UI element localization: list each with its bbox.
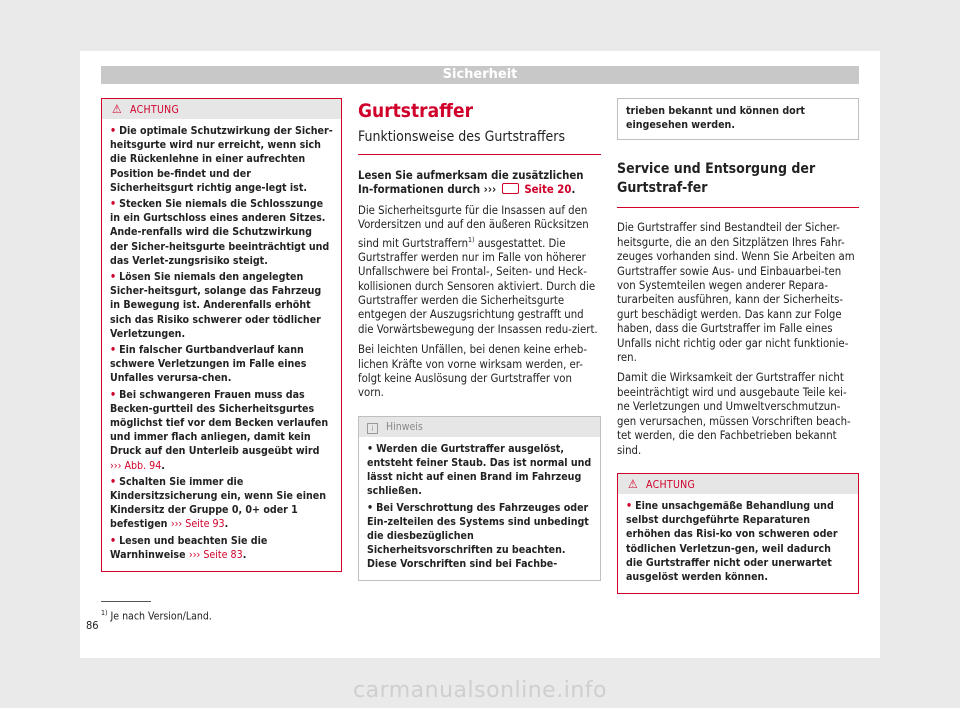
footnote bbox=[101, 609, 212, 623]
body-paragraph: Damit die Wirksamkeit der Gurtstraffer nicht beeinträchtigt wird und ausgebaute Teile kei-ne Verletzungen und Umweltverschmutzun-gen verursachen, müssen Vorschriften beach-tet werden, die den Fachbetrieben bekannt sind. bbox=[617, 371, 851, 457]
left-column bbox=[101, 98, 342, 572]
note-list bbox=[359, 437, 600, 580]
page-number: 86 bbox=[86, 619, 99, 632]
middle-column bbox=[358, 98, 601, 581]
list-item: • Lösen Sie niemals den angelegten Sicher-heitsgurt, solange das Fahrzeug in Bewegung ist. Anderenfalls erhöht sich das Risiko schwerer oder tödlicher Verletzungen. bbox=[110, 271, 322, 340]
warning-triangle-icon: ⚠ bbox=[112, 102, 122, 116]
figure-link[interactable]: ››› Abb. 94 bbox=[110, 459, 162, 472]
bullet-icon: • bbox=[110, 125, 117, 137]
info-icon: i bbox=[367, 423, 378, 434]
note-box-continued bbox=[617, 98, 859, 140]
page-title: Gurtstraffer bbox=[358, 100, 474, 122]
note-heading: Hinweis bbox=[386, 420, 423, 433]
bullet-icon: • bbox=[110, 388, 117, 401]
warning-header bbox=[102, 99, 341, 119]
note-box bbox=[358, 416, 601, 581]
warning-box bbox=[101, 98, 342, 572]
intro-paragraph: Lesen Sie aufmerksam die zusätzlichen In-formationen durch ››› Seite 20. bbox=[358, 169, 584, 197]
body-paragraph: Bei leichten Unfällen, bei denen keine erheb-lichen Kräfte von vorne wirksam werden, er-folgt keine Auslösung der Gurtstraffer von vorn. bbox=[358, 343, 587, 400]
list-item: • Eine unsachgemäße Behandlung und selbst durchgeführte Reparaturen erhöhen das Risi-ko von schweren oder tödlichen Verletzun-gen, weil dadurch die Gurtstraffer nicht oder unerwartet ausgelöst werden können. bbox=[626, 499, 838, 583]
warning-header bbox=[618, 474, 858, 494]
footnote-marker[interactable]: 1) bbox=[468, 235, 475, 244]
warning-heading: ACHTUNG bbox=[130, 104, 180, 116]
body-paragraph: Die Gurtstraffer sind Bestandteil der Sicher-heitsgurte, die an den Sitzplätzen Ihres Fahr-zeuges vorhanden sind. Wenn Sie Arbeiten am Gurtstraffer sowie Aus- und Einbauarbei-ten von Systemteilen wegen anderer Repara-turarbeiten ausführen, kann der Sicherheits-gurt beschädigt werden. Das kann zur Folge haben, dass die Gurtstraffer im Falle eines Unfalls nicht richtig oder gar nicht funktionie-ren. bbox=[617, 221, 855, 365]
list-item: • Die optimale Schutzwirkung der Sicher-heitsgurte wird nur erreicht, wenn sich die Rückenlehne in einer aufrechten Position be-findet und der Sicherheitsgurt richtig ange-legt ist. bbox=[110, 125, 333, 194]
bullet-icon: • bbox=[110, 344, 117, 357]
page-link[interactable]: Seite 20 bbox=[524, 183, 572, 197]
list-item: • Schalten Sie immer die Kindersitzsicherung ein, wenn Sie einen Kindersitz der Gruppe 0, 0+ oder 1 befestigen ››› Seite 93. bbox=[110, 475, 327, 531]
footnote-mark: 1) bbox=[101, 609, 108, 617]
bullet-icon: • bbox=[110, 475, 117, 488]
right-column bbox=[617, 98, 859, 594]
note-header bbox=[359, 417, 600, 437]
footnote-divider bbox=[101, 601, 151, 602]
bullet-icon: • bbox=[110, 271, 117, 284]
list-item: • Lesen und beachten Sie die Warnhinweise ››› Seite 83. bbox=[110, 534, 268, 561]
bullet-icon: • bbox=[626, 499, 633, 512]
section-subtitle: Funktionsweise des Gurtstraffers bbox=[358, 127, 601, 155]
list-item: • Bei schwangeren Frauen muss das Becken-gurtteil des Sicherheitsgurtes möglichst tief vor dem Becken verlaufen und immer flach anliegen, damit kein Druck auf den Unterleib ausgeübt wird ››› Abb. 94. bbox=[110, 388, 329, 472]
list-item: • Werden die Gurtstraffer ausgelöst, entsteht feiner Staub. Das ist normal und lässt nicht auf einen Brand im Fahrzeug schließen. bbox=[367, 442, 592, 498]
watermark: carmanualsonline.info bbox=[353, 678, 607, 703]
warning-triangle-icon: ⚠ bbox=[628, 476, 638, 491]
list-item: • Stecken Sie niemals die Schlosszunge in ein Gurtschloss eines anderen Sitzes. Ande-renfalls wird die Schutzwirkung der Sicher-heitsgurte beeinträchtigt und das Verlet-zungsrisiko steigt. bbox=[110, 198, 330, 267]
warning-list bbox=[102, 119, 341, 571]
warning-heading: ACHTUNG bbox=[646, 478, 696, 491]
bullet-icon: • bbox=[367, 442, 374, 455]
section-header: Sicherheit bbox=[101, 66, 859, 84]
page-link[interactable]: ››› Seite 83 bbox=[188, 548, 243, 561]
bullet-icon: • bbox=[110, 534, 117, 547]
list-item: • Bei Verschrottung des Fahrzeuges oder Ein-zelteilen des Systems sind unbedingt die diesbezüglichen Sicherheitsvorschriften zu beachten. Diese Vorschriften sind bei Fachbe- bbox=[367, 501, 589, 571]
bullet-icon: • bbox=[110, 198, 117, 211]
page-link[interactable]: ››› Seite 93 bbox=[170, 518, 225, 531]
note-continuation: trieben bekannt und können dort eingesehen werden. bbox=[626, 105, 805, 132]
warning-box bbox=[617, 473, 859, 594]
bullet-icon: • bbox=[367, 501, 374, 514]
footnote-text: Je nach Version/Land. bbox=[110, 610, 212, 623]
warning-list bbox=[618, 494, 858, 593]
section-heading: Service und Entsorgung der Gurtstraf-fer bbox=[617, 160, 859, 208]
book-icon bbox=[502, 183, 519, 194]
body-paragraph: Die Sicherheitsgurte für die Insassen auf den Vordersitzen und auf den äußeren Rücksitzen sind mit Gurtstraffern$^{1)}$ ausgestattet. Die Gurtstraffer werden nur im Falle von höherer Unfallschwere bei Frontal-, Seiten- und Heck-kollisionen durch Sensoren aktiviert. Durch die Gurtstraffer werden die Sicherheitsgurte entgegen der Auszugsrichtung gestrafft und die Vorwärtsbewegung der Insassen redu-ziert. bbox=[358, 203, 598, 336]
list-item: • Ein falscher Gurtbandverlauf kann schwere Verletzungen im Falle eines Unfalles verursa-chen. bbox=[110, 344, 307, 385]
